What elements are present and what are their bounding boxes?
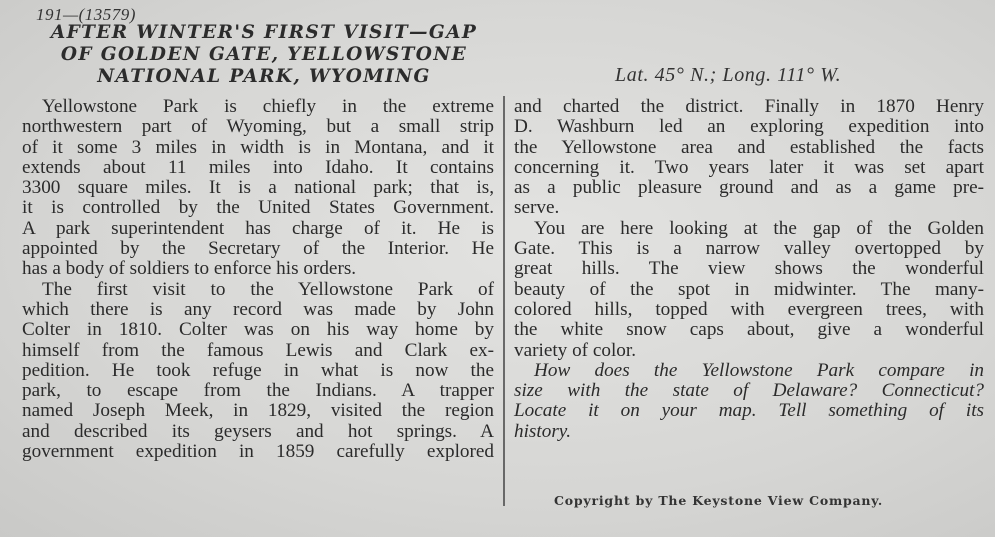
text-line: has a body of soldiers to enforce his orders. <box>22 258 357 280</box>
text-line: the white snow caps about, give a wonderful <box>514 319 984 341</box>
question-line: history. <box>514 420 572 442</box>
question-line: How does the Yellowstone Park compare in <box>534 359 984 381</box>
text-line: government expedition in 1859 carefully explored <box>22 441 494 463</box>
text-line: Yellowstone Park is chiefly in the extreme <box>42 96 494 117</box>
text-line: concerning it. Two years later it was set apart <box>514 156 984 178</box>
text-line: colored hills, topped with evergreen trees, with <box>514 298 984 320</box>
text-line: named Joseph Meek, in 1829, visited the region <box>22 400 494 422</box>
text-line: and described its geysers and hot springs. A <box>22 420 494 442</box>
text-line: park, to escape from the Indians. A trapper <box>22 380 494 402</box>
text-line: great hills. The view shows the wonderful <box>514 258 984 280</box>
title-line: NATIONAL PARK, WYOMING <box>97 66 431 87</box>
text-line: and charted the district. Finally in 1870 Henry <box>514 96 984 117</box>
text-line: variety of color. <box>514 339 637 361</box>
card-title <box>24 22 504 88</box>
left-column <box>22 97 494 462</box>
question-line: size with the state of Delaware? Connecticut? <box>514 380 984 402</box>
text-line: Colter in 1810. Colter was on his way home by <box>22 319 494 341</box>
text-line: serve. <box>514 197 560 219</box>
coordinates: Lat. 45° N.; Long. 111° W. <box>615 64 842 86</box>
text-line: The first visit to the Yellowstone Park of <box>42 278 494 300</box>
title-line: AFTER WINTER'S FIRST VISIT—GAP <box>50 22 478 43</box>
copyright-notice: Copyright by The Keystone View Company. <box>554 493 884 508</box>
text-line: northwestern part of Wyoming, but a small strip <box>22 116 494 138</box>
text-line: appointed by the Secretary of the Interior. He <box>22 238 494 260</box>
text-line: 3300 square miles. It is a national park; that is, <box>22 177 494 199</box>
text-line: D. Washburn led an exploring expedition into <box>514 116 984 138</box>
text-line: as a public pleasure ground and as a game pre- <box>514 177 984 199</box>
column-divider <box>503 96 505 506</box>
text-line: You are here looking at the gap of the Golden <box>534 217 984 239</box>
title-line: OF GOLDEN GATE, YELLOWSTONE <box>60 44 468 65</box>
text-line: which there is any record was made by John <box>22 298 494 320</box>
right-column <box>514 97 984 442</box>
question-line: Locate it on your map. Tell something of its <box>514 400 984 422</box>
text-line: pedition. He took refuge in what is now the <box>22 359 494 381</box>
text-line: the Yellowstone area and established the facts <box>514 136 984 158</box>
text-line: himself from the famous Lewis and Clark ex- <box>22 339 494 361</box>
text-line: A park superintendent has charge of it. He is <box>22 217 494 239</box>
text-line: extends about 11 miles into Idaho. It contains <box>22 156 494 178</box>
card-number: 191—(13579) <box>36 5 136 24</box>
text-line: beauty of the spot in midwinter. The many- <box>514 278 984 300</box>
text-line: of it some 3 miles in width is in Montana, and it <box>22 136 494 158</box>
text-line: Gate. This is a narrow valley overtopped by <box>514 238 984 260</box>
text-line: it is controlled by the United States Government. <box>22 197 494 219</box>
